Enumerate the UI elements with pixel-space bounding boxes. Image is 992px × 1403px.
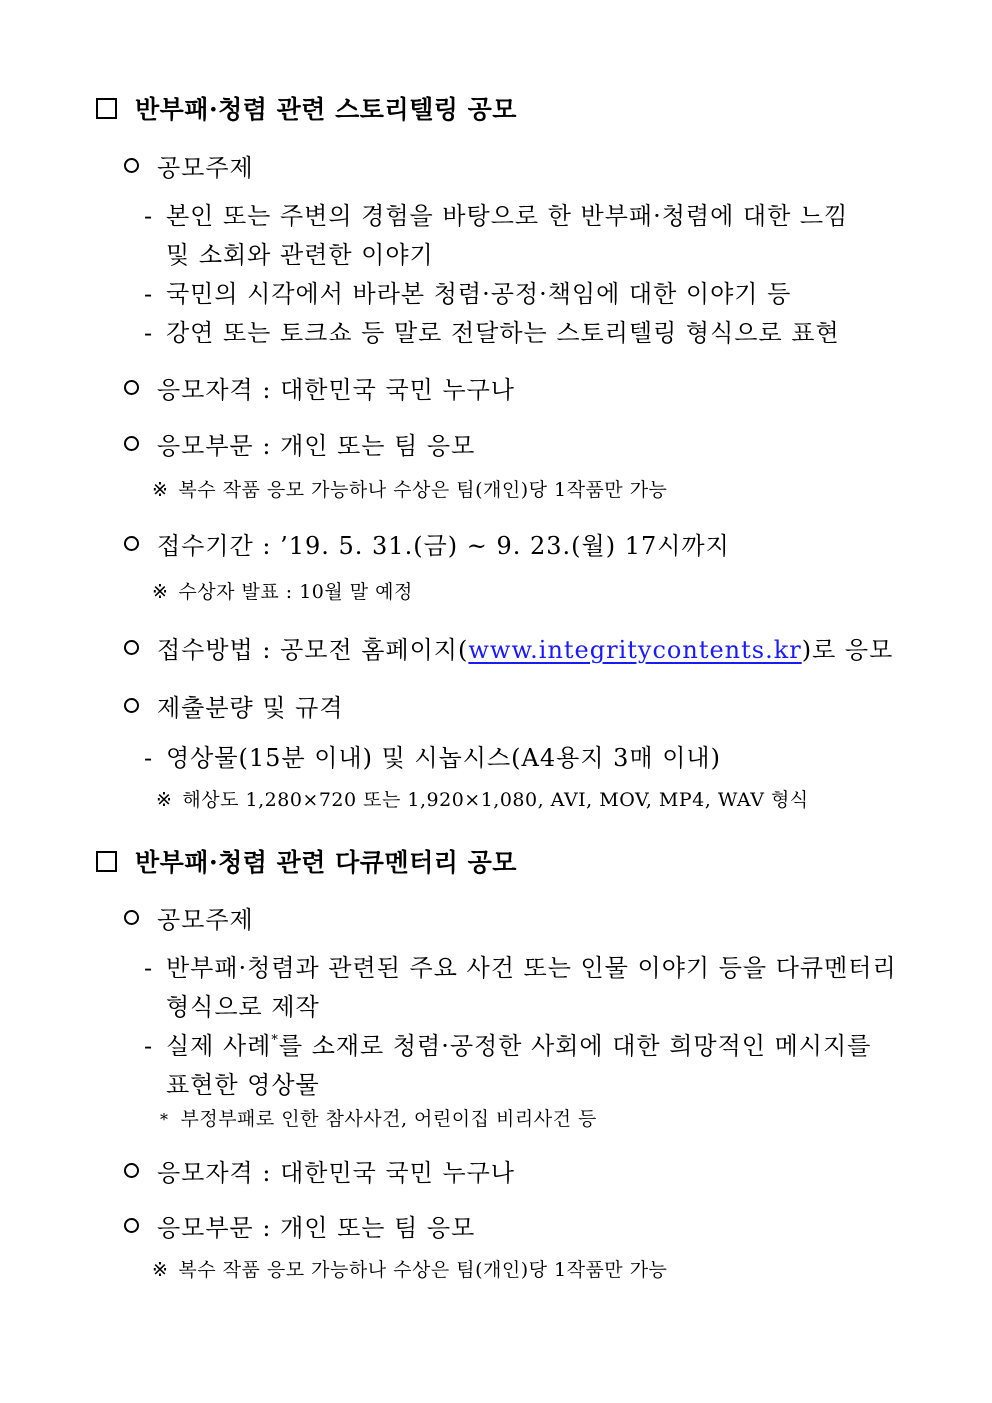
dash-bullet: - (144, 319, 154, 347)
item-label: 공모주제 (157, 906, 254, 934)
list-item-theme (124, 900, 254, 935)
note-text: 수상자 발표 : 10월 말 예정 (178, 581, 413, 603)
dash-bullet: - (144, 954, 154, 982)
dash-item-text: 실제 사례 (166, 1032, 272, 1060)
section-heading-storytelling (96, 90, 517, 126)
dash-item-text-cont: 를 소재로 청렴·공정한 사회에 대한 희망적인 메시지를 (278, 1032, 872, 1060)
section-heading-documentary (96, 843, 517, 879)
checkbox-square-icon (96, 851, 117, 872)
section-title: 반부패·청렴 관련 스토리텔링 공모 (135, 95, 517, 124)
footnote-marker: * (271, 1033, 279, 1048)
note-text: 복수 작품 응모 가능하나 수상은 팀(개인)당 1작품만 가능 (178, 1259, 668, 1281)
dash-item-text: 본인 또는 주변의 경험을 바탕으로 한 반부패·청렴에 대한 느낌 (166, 202, 849, 230)
dash-item (144, 738, 721, 773)
circle-bullet-icon (124, 1218, 139, 1233)
dash-item (144, 313, 840, 348)
dash-item-text: 국민의 시각에서 바라본 청렴·공정·책임에 대한 이야기 등 (166, 280, 792, 308)
note-line (152, 475, 667, 502)
dash-item-continuation: 형식으로 제작 (166, 993, 320, 1021)
dash-item-text: 강연 또는 토크쇼 등 말로 전달하는 스토리텔링 형식으로 표현 (166, 319, 840, 347)
list-item-theme (124, 148, 254, 183)
note-line (156, 785, 809, 812)
list-item-eligibility (124, 1153, 515, 1188)
dash-item (144, 1026, 871, 1061)
dash-bullet: - (144, 744, 154, 772)
circle-bullet-icon (124, 640, 139, 655)
reference-mark-icon: ※ (152, 1259, 169, 1281)
circle-bullet-icon (124, 910, 139, 925)
circle-bullet-icon (124, 380, 139, 395)
circle-bullet-icon (124, 536, 139, 551)
dash-item-text: 반부패·청렴과 관련된 주요 사건 또는 인물 이야기 등을 다큐멘터리 (166, 954, 897, 982)
dash-item (144, 274, 791, 309)
item-text: 응모부문 : 개인 또는 팀 응모 (157, 432, 476, 460)
note-line (152, 577, 413, 604)
dash-item (144, 948, 897, 983)
circle-bullet-icon (124, 698, 139, 713)
item-text: 접수기간 : ’19. 5. 31.(금) ~ 9. 23.(월) 17시까지 (157, 532, 730, 560)
dash-bullet: - (144, 1032, 154, 1060)
dash-item (144, 196, 848, 231)
footnote-line (160, 1104, 597, 1131)
item-label: 공모주제 (157, 154, 254, 182)
list-item-period (124, 526, 730, 561)
note-text: 해상도 1,280×720 또는 1,920×1,080, AVI, MOV, MP4, WAV 형식 (182, 789, 809, 811)
note-line (152, 1255, 667, 1282)
item-text: 접수방법 : 공모전 홈페이지( (157, 636, 469, 664)
footnote-text: 부정부패로 인한 참사사건, 어린이집 비리사건 등 (180, 1108, 597, 1130)
circle-bullet-icon (124, 1163, 139, 1178)
item-label: 제출분량 및 규격 (157, 694, 344, 722)
section-title: 반부패·청렴 관련 다큐멘터리 공모 (135, 848, 517, 877)
list-item-eligibility (124, 370, 515, 405)
dash-item-text: 영상물(15분 이내) 및 시놉시스(A4용지 3매 이내) (166, 744, 721, 772)
reference-mark-icon: ※ (152, 581, 169, 603)
list-item-category (124, 1208, 475, 1243)
dash-bullet: - (144, 280, 154, 308)
checkbox-square-icon (96, 98, 117, 119)
note-text: 복수 작품 응모 가능하나 수상은 팀(개인)당 1작품만 가능 (178, 479, 668, 501)
circle-bullet-icon (124, 436, 139, 451)
item-text: 응모부문 : 개인 또는 팀 응모 (157, 1214, 476, 1242)
list-item-category (124, 426, 475, 461)
reference-mark-icon: ※ (156, 789, 173, 811)
circle-bullet-icon (124, 158, 139, 173)
reference-mark-icon: ※ (152, 479, 169, 501)
item-text-suffix: )로 응모 (801, 636, 894, 664)
dash-bullet: - (144, 202, 154, 230)
asterisk-mark: * (160, 1110, 169, 1129)
item-text: 응모자격 : 대한민국 국민 누구나 (157, 376, 515, 404)
dash-item-continuation: 및 소회와 관련한 이야기 (166, 241, 434, 269)
dash-item-continuation: 표현한 영상물 (166, 1071, 320, 1099)
list-item-spec (124, 688, 344, 723)
list-item-method (124, 630, 893, 665)
homepage-link[interactable]: www.integritycontents.kr (468, 636, 802, 664)
item-text: 응모자격 : 대한민국 국민 누구나 (157, 1159, 515, 1187)
